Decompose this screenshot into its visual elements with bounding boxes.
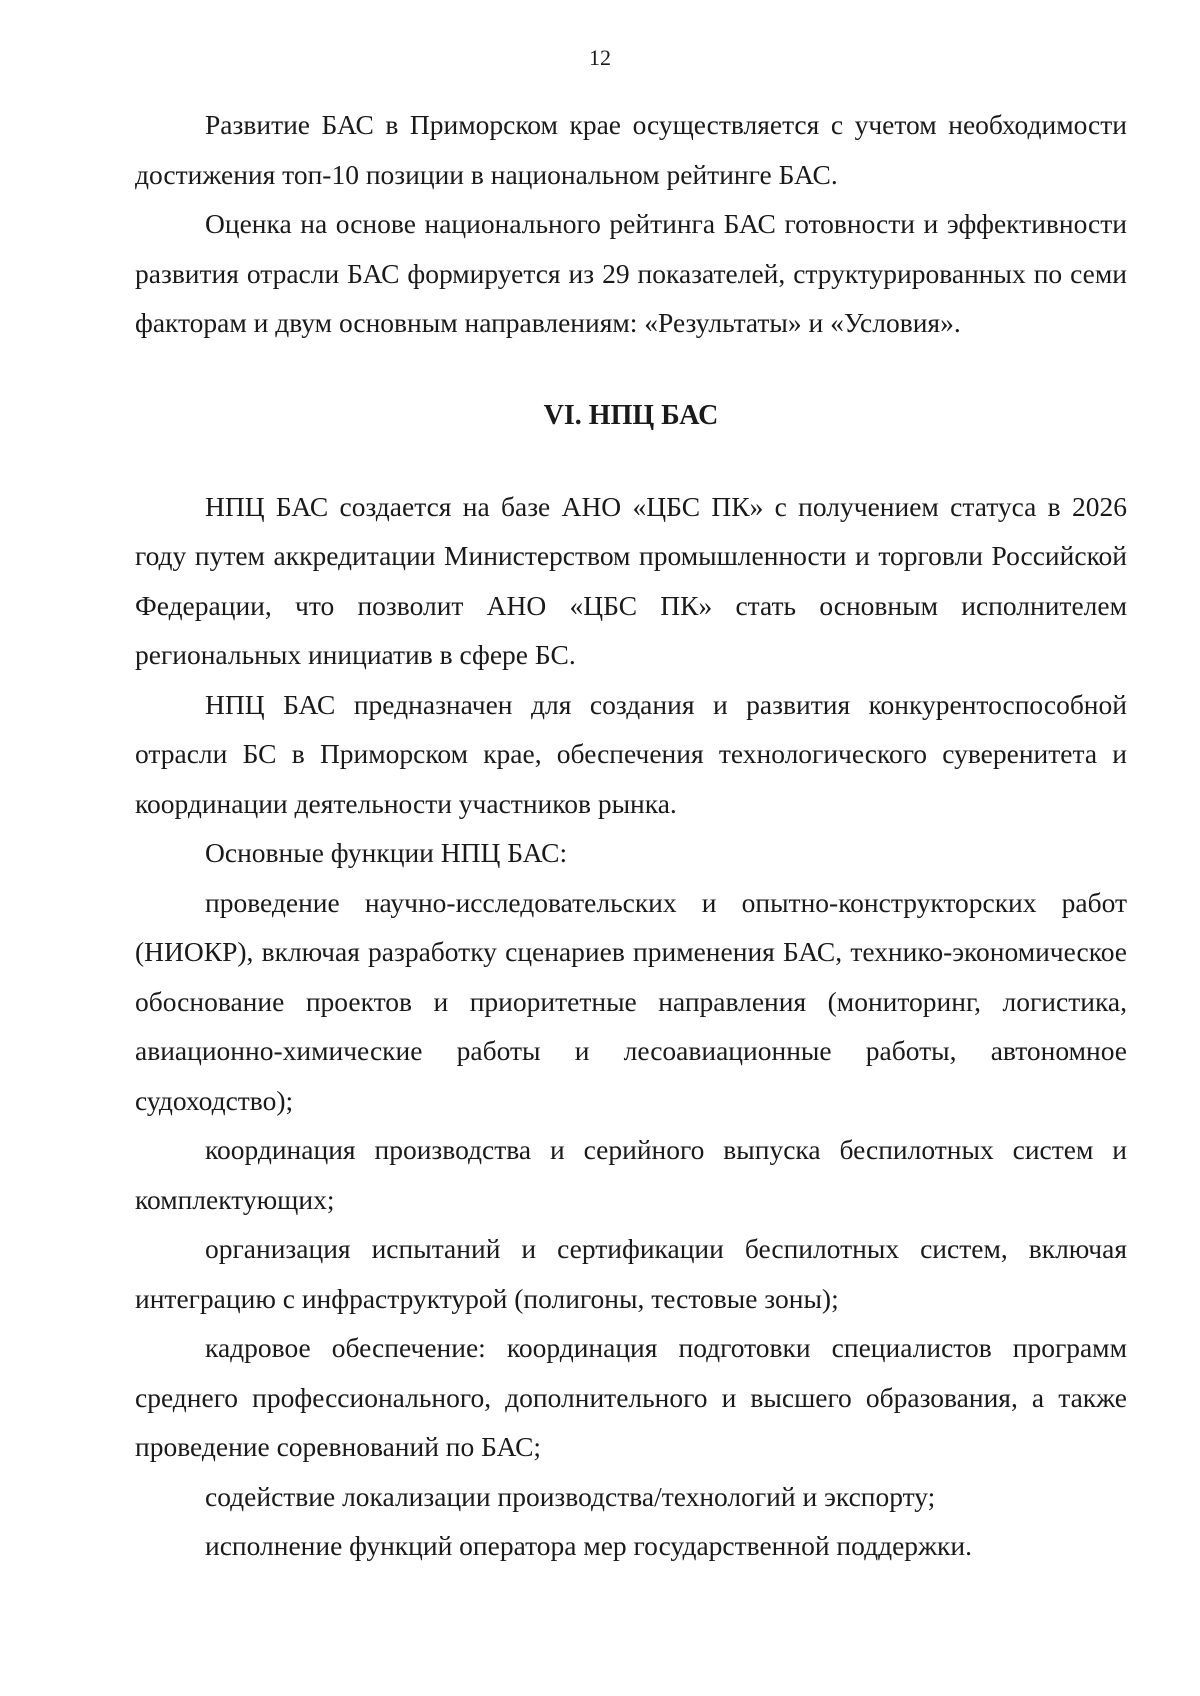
intro-paragraph-rating: Развитие БАС в Приморском крае осуществляется с учетом необходимости достижения топ-10 позиции в национальном рейтинге БАС.: [135, 109, 1127, 190]
function-item: содействие локализации производства/технологий и экспорту;: [205, 1480, 936, 1512]
function-item: проведение научно-исследовательских и опытно-конструкторских работ (НИОКР), включая разработку сценариев применения БАС, технико-экономическое обоснование проектов и приоритетные направления (мониторинг, логистика, авиационно-химические работы и лесоавиационные работы, автономное судоходство);: [135, 886, 1127, 1116]
function-item: организация испытаний и сертификации беспилотных систем, включая интеграцию с инфраструктурой (полигоны, тестовые зоны);: [135, 1233, 1127, 1314]
section-paragraph: НПЦ БАС создается на базе АНО «ЦБС ПК» с получением статуса в 2026 году путем аккредитации Министерством промышленности и торговли Российской Федерации, что позволит АНО «ЦБС ПК» стать основным исполнителем региональных инициатив в сфере БС.: [135, 490, 1127, 670]
function-item: исполнение функций оператора мер государственной поддержки.: [205, 1530, 972, 1561]
functions-intro: Основные функции НПЦ БАС:: [205, 837, 568, 868]
intro-paragraph-evaluation: Оценка на основе национального рейтинга БАС готовности и эффективности развития отрасли БАС формируется из 29 показателей, структурированных по семи факторам и двум основным направлениям: «Результаты» и «Условия».: [135, 208, 1127, 338]
function-item: координация производства и серийного выпуска беспилотных систем и комплектующих;: [135, 1134, 1127, 1215]
section-heading: VI. НПЦ БАС: [543, 399, 719, 431]
page-number: 12: [589, 45, 611, 70]
section-paragraph: НПЦ БАС предназначен для создания и развития конкурентоспособной отрасли БС в Приморском крае, обеспечения технологического суверенитета и координации деятельности участников рынка.: [135, 688, 1127, 819]
page-content: [135, 100, 1127, 1571]
function-item: кадровое обеспечение: координация подготовки специалистов программ среднего профессионального, дополнительного и высшего образования, а также проведение соревнований по БАС;: [135, 1332, 1127, 1462]
